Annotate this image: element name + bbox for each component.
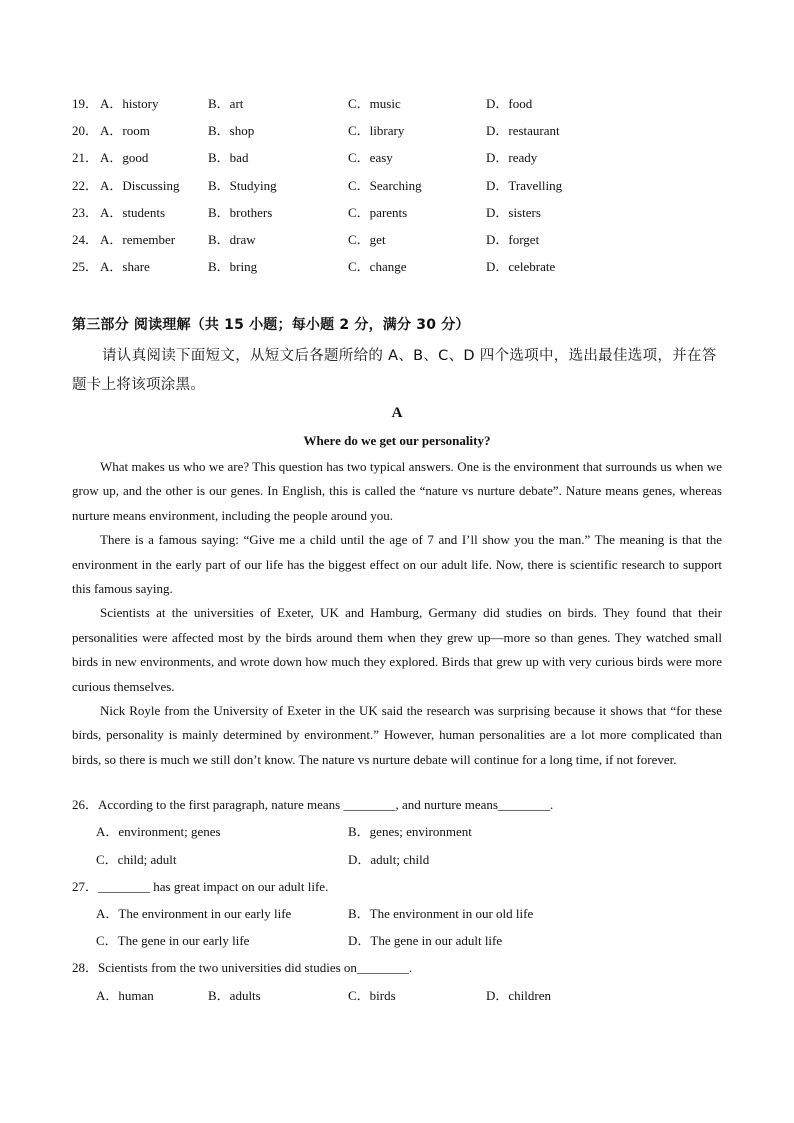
- question-number: 22．: [72, 177, 99, 193]
- option-d: D．sisters: [486, 204, 541, 220]
- question-26-option-b: B．genes; environment: [348, 824, 472, 839]
- question-number: 23．: [72, 204, 99, 220]
- passage-paragraph: What makes us who we are? This question has two typical answers. One is the environment that surrounds us when we grow up, and the other is our genes. In English, this is called the “nature vs nurture debate”. Nature means genes, whereas nurture means environment, including the people around you.: [72, 459, 722, 523]
- option-b: B．Studying: [208, 177, 277, 193]
- section-title: 第三部分 阅读理解（共 15 小题；每小题 2 分，满分 30 分）: [72, 317, 470, 333]
- passage-paragraph: Scientists at the universities of Exeter, UK and Hamburg, Germany did studies on birds. They found that their personalities were affected most by the birds around them when they grew up—more so than genes. They watched small birds in new environments, and wrote down how much they explored. Birds that grew up with very curious birds were more curious themselves.: [72, 605, 722, 694]
- cloze-options: [72, 94, 722, 284]
- passage-body: [72, 455, 722, 772]
- option-a: A．history: [100, 96, 159, 111]
- question-27-option-c: C．The gene in our early life: [96, 933, 250, 948]
- option-b: B．bad: [208, 150, 249, 166]
- question-26-option-c: C．child; adult: [96, 852, 177, 867]
- option-a: A．share: [100, 259, 150, 275]
- option-b: B．brothers: [208, 204, 273, 220]
- question-number: 19．: [72, 96, 99, 111]
- question-27-option-b: B．The environment in our old life: [348, 906, 534, 921]
- cloze-row-19: [72, 94, 722, 121]
- cloze-row-22: [72, 176, 722, 203]
- option-d: D．celebrate: [486, 259, 556, 275]
- question-28-option-b: B．adults: [208, 988, 261, 1003]
- option-b: B．shop: [208, 123, 255, 139]
- option-c: C．easy: [348, 150, 393, 166]
- option-c: C．parents: [348, 204, 408, 220]
- question-28-stem: 28．Scientists from the two universities did studies on________.: [72, 960, 413, 975]
- option-c: C．change: [348, 259, 407, 275]
- question-27-option-a: A．The environment in our early life: [96, 906, 292, 921]
- option-a: A．students: [100, 204, 166, 220]
- option-c: C．music: [348, 96, 401, 111]
- question-27-stem: 27．________ has great impact on our adult life.: [72, 879, 329, 894]
- question-26-stem: 26．According to the first paragraph, nature means ________, and nurture means________.: [72, 797, 554, 812]
- cloze-row-25: [72, 257, 722, 284]
- option-d: D．restaurant: [486, 123, 560, 139]
- option-c: C．Searching: [348, 177, 422, 193]
- cloze-row-21: [72, 148, 722, 175]
- passage-title: Where do we get our personality?: [303, 433, 491, 448]
- option-d: D．Travelling: [486, 177, 563, 193]
- question-26-option-d: D．adult; child: [348, 852, 430, 867]
- question-28-option-d: D．children: [486, 988, 551, 1003]
- option-d: D．forget: [486, 231, 540, 247]
- cloze-row-23: [72, 203, 722, 230]
- passage-label: A: [391, 405, 403, 421]
- option-d: D．food: [486, 96, 533, 111]
- question-27-option-d: D．The gene in our adult life: [348, 933, 503, 948]
- option-b: B．bring: [208, 259, 258, 275]
- option-a: A．Discussing: [100, 177, 180, 193]
- question-number: 21．: [72, 150, 99, 166]
- question-28-option-c: C．birds: [348, 988, 396, 1003]
- option-a: A．good: [100, 150, 149, 166]
- option-a: A．remember: [100, 231, 176, 247]
- passage-paragraph: There is a famous saying: “Give me a child until the age of 7 and I’ll show you the man.” The meaning is that the environment in the early part of our life has the biggest effect on our adult life. Now, there is scientific research to support this famous saying.: [72, 532, 722, 597]
- option-a: A．room: [100, 123, 150, 139]
- question-26-option-a: A．environment; genes: [96, 824, 221, 839]
- option-d: D．ready: [486, 150, 538, 166]
- cloze-row-20: [72, 121, 722, 148]
- question-number: 24．: [72, 231, 99, 247]
- cloze-row-24: [72, 230, 722, 257]
- question-28-option-a: A．human: [96, 988, 154, 1003]
- option-c: C．library: [348, 123, 405, 139]
- question-number: 25．: [72, 259, 99, 275]
- section-instructions: 请认真阅读下面短文，从短文后各题所给的 A、B、C、D 四个选项中，选出最佳选项，并在答题卡上将该项涂黑。: [72, 348, 717, 393]
- question-number: 20．: [72, 123, 99, 139]
- passage-paragraph: Nick Royle from the University of Exeter in the UK said the research was surprising because it shows that “for these birds, personality is mainly determined by environment.” However, human personalities are a lot more complicated than birds, so there is much we still don’t know. The nature vs nurture debate will continue for a long time, if not forever.: [72, 703, 722, 767]
- option-b: B．art: [208, 96, 244, 111]
- option-b: B．draw: [208, 231, 256, 247]
- option-c: C．get: [348, 231, 386, 247]
